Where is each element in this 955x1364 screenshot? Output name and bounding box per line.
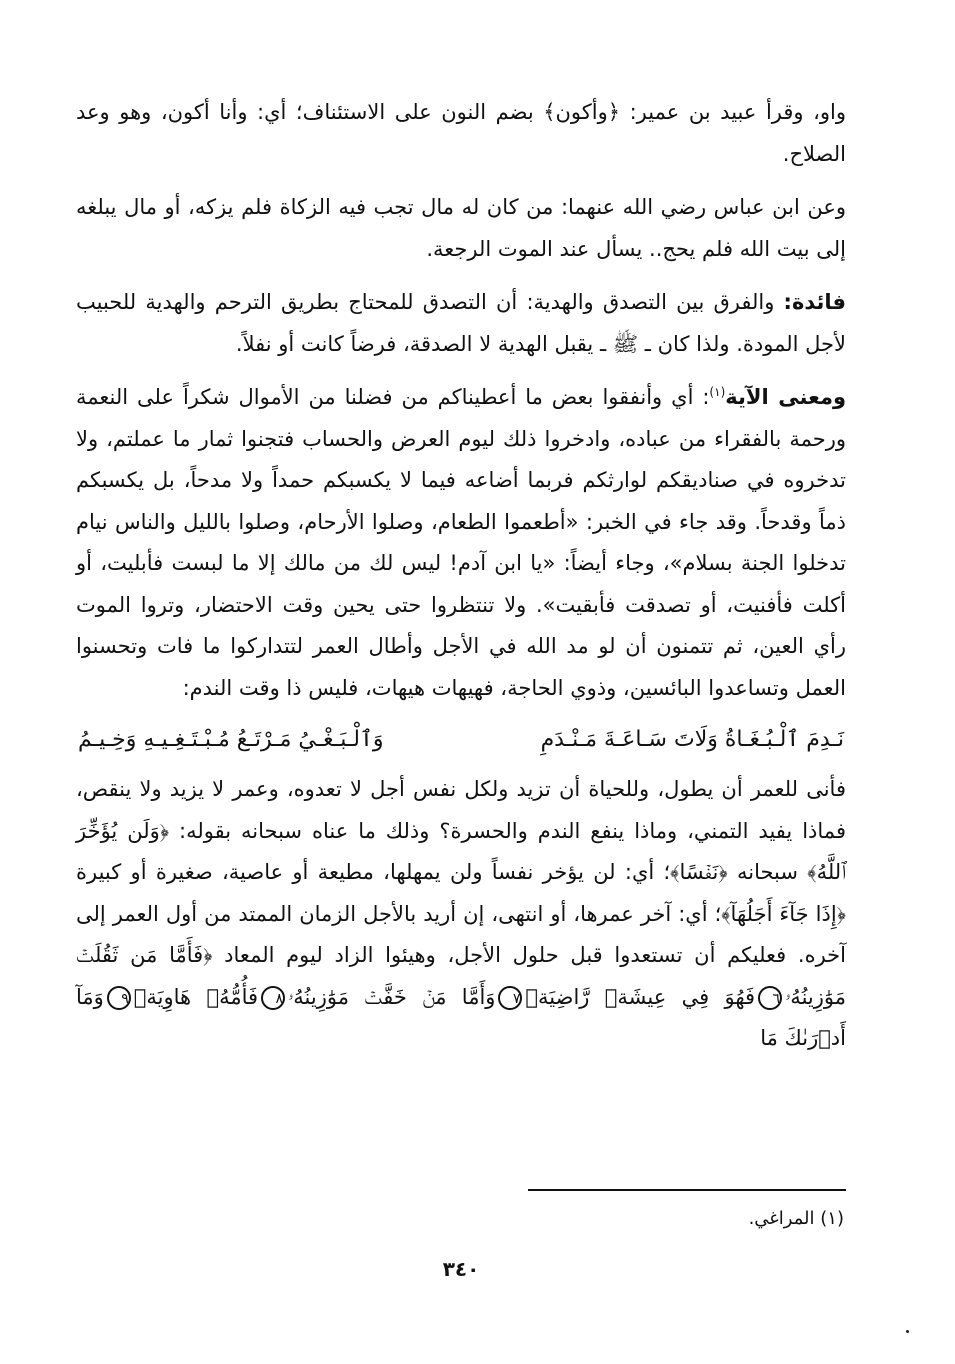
quran-quote-1: ﴿فَأَمَّا مَن ثَقُلَتۡ مَوَٰزِينُهُۥ: [76, 943, 846, 1009]
ayah-number-8: ٨: [261, 986, 285, 1010]
verse-meaning-heading: ومعنى الآية: [725, 385, 847, 409]
paragraph-benefit: [76, 282, 846, 365]
quran-quote-5: وَمَآ أَدۡرَىٰكَ مَا: [76, 984, 846, 1050]
quran-quote-3: وَأَمَّا مَنۡ خَفَّتۡ مَوَٰزِينُهُۥ: [288, 984, 496, 1009]
book-page: [76, 92, 846, 1342]
footnote-divider: [528, 1189, 846, 1191]
verse-second-hemistich: وَٱلْـبَـغْـيُ مَـرْتَـعُ مُـبْـتَـغِـيـهِ وَخِـيـمُ: [78, 727, 384, 752]
verse-meaning-text: : أي وأنفقوا بعض ما أعطيناكم من فضلنا من الأموال شكراً على النعمة ورحمة بالفقراء من عباده، وادخروا ذلك ليوم العرض والحساب فتجنوا ثمار ما عملتم، ولا تدخروه في صناديقكم لوارثكم فربما أضاعه فيما لا يكسبكم حمداً ولا مدحاً، بل يكسبكم ذماً وقدحاً. وقد جاء في الخبر: «أطعموا الطعام، وصلوا الأرحام، وصلوا بالليل والناس نيام تدخلوا الجنة بسلام»، وجاء أيضاً: «يا ابن آدم! ليس لك من مالك إلا ما لبست فأبليت، أو أكلت فأفنيت، أو تصدقت فأبقيت». ولا تنتظروا حتى يحين وقت الاحتضار، وتروا الموت رأي العين، ثم تتمنون أن لو مد الله في الأجل وأطال العمر لتتداركوا ما فات وتحسنوا العمل وتساعدوا البائسين، وذوي الحاجة، فهيهات هيهات، فليس ذا وقت الندم:: [76, 385, 846, 700]
paragraph-ibn-abbas: وعن ابن عباس رضي الله عنهما: من كان له مال تجب فيه الزكاة فلم يزكه، أو مال يبلغه إلى بيت الله فلم يحج.. يسأل عند الموت الرجعة.: [76, 195, 846, 261]
quran-quote-2: فَهُوَ فِي عِيشَةٖ رَّاضِيَةٖ: [525, 984, 756, 1009]
poetry-verse: [76, 715, 846, 765]
footnote: [749, 1206, 844, 1232]
page-number: ٣٤٠: [442, 1257, 480, 1281]
quran-quote-4: فَأُمُّهُۥ هَاوِيَةٞ: [133, 984, 259, 1009]
footnote-reference[interactable]: (١): [709, 385, 726, 399]
paragraph-verse-meaning: [76, 377, 846, 709]
benefit-heading: فائدة:: [783, 290, 846, 314]
ayah-number-6: ٦: [758, 986, 782, 1010]
verse-first-hemistich: نَـدِمَ ٱلْـبُـغَـاةُ وَلَاتَ سَـاعَـةَ مَـنْـدَمِ: [540, 727, 844, 752]
paragraph-appointed-term: [76, 769, 846, 1060]
footnote-text: المراغي.: [748, 1208, 815, 1229]
ayah-number-9: ٩: [107, 986, 131, 1010]
ayah-number-7: ٧: [498, 986, 522, 1010]
paragraph-continuation: واو، وقرأ عبيد بن عمير: ﴿وأكون﴾ بضم النون على الاستئناف؛ أي: وأنا أكون، وهو وعد الصلاح.: [76, 100, 846, 166]
footnote-marker: (١): [820, 1208, 844, 1229]
appointed-term-text: فأنى للعمر أن يطول، وللحياة أن تزيد ولكل نفس أجل لا تعدوه، وعمر لا يزيد ولا ينقص، فماذا يفيد التمني، وماذا ينفع الندم والحسرة؟ وذلك ما عناه سبحانه بقوله: ﴿وَلَن يُؤَخِّرَ ٱللَّهُ﴾ سبحانه ﴿نَفۡسًا﴾؛ أي: لن يؤخر نفساً ولن يمهلها، مطيعة أو عاصية، صغيرة أو كبيرة ﴿إِذَا جَآءَ أَجَلُهَآ﴾؛ أي: آخر عمرها، أو انتهى، إن أريد بالأجل الزمان الممتد من أول العمر إلى آخره. فعليكم أن تستعدوا قبل حلول الأجل، وهيئوا الزاد ليوم المعاد: [76, 777, 846, 967]
scan-speck: [906, 1330, 909, 1333]
benefit-text: والفرق بين التصدق والهدية: أن التصدق للمحتاج بطريق الترحم والهدية للحبيب لأجل المودة. ولذا كان ـ ﷺ ـ يقبل الهدية لا الصدقة، فرضاً كانت أو نفلاً.: [76, 290, 846, 356]
